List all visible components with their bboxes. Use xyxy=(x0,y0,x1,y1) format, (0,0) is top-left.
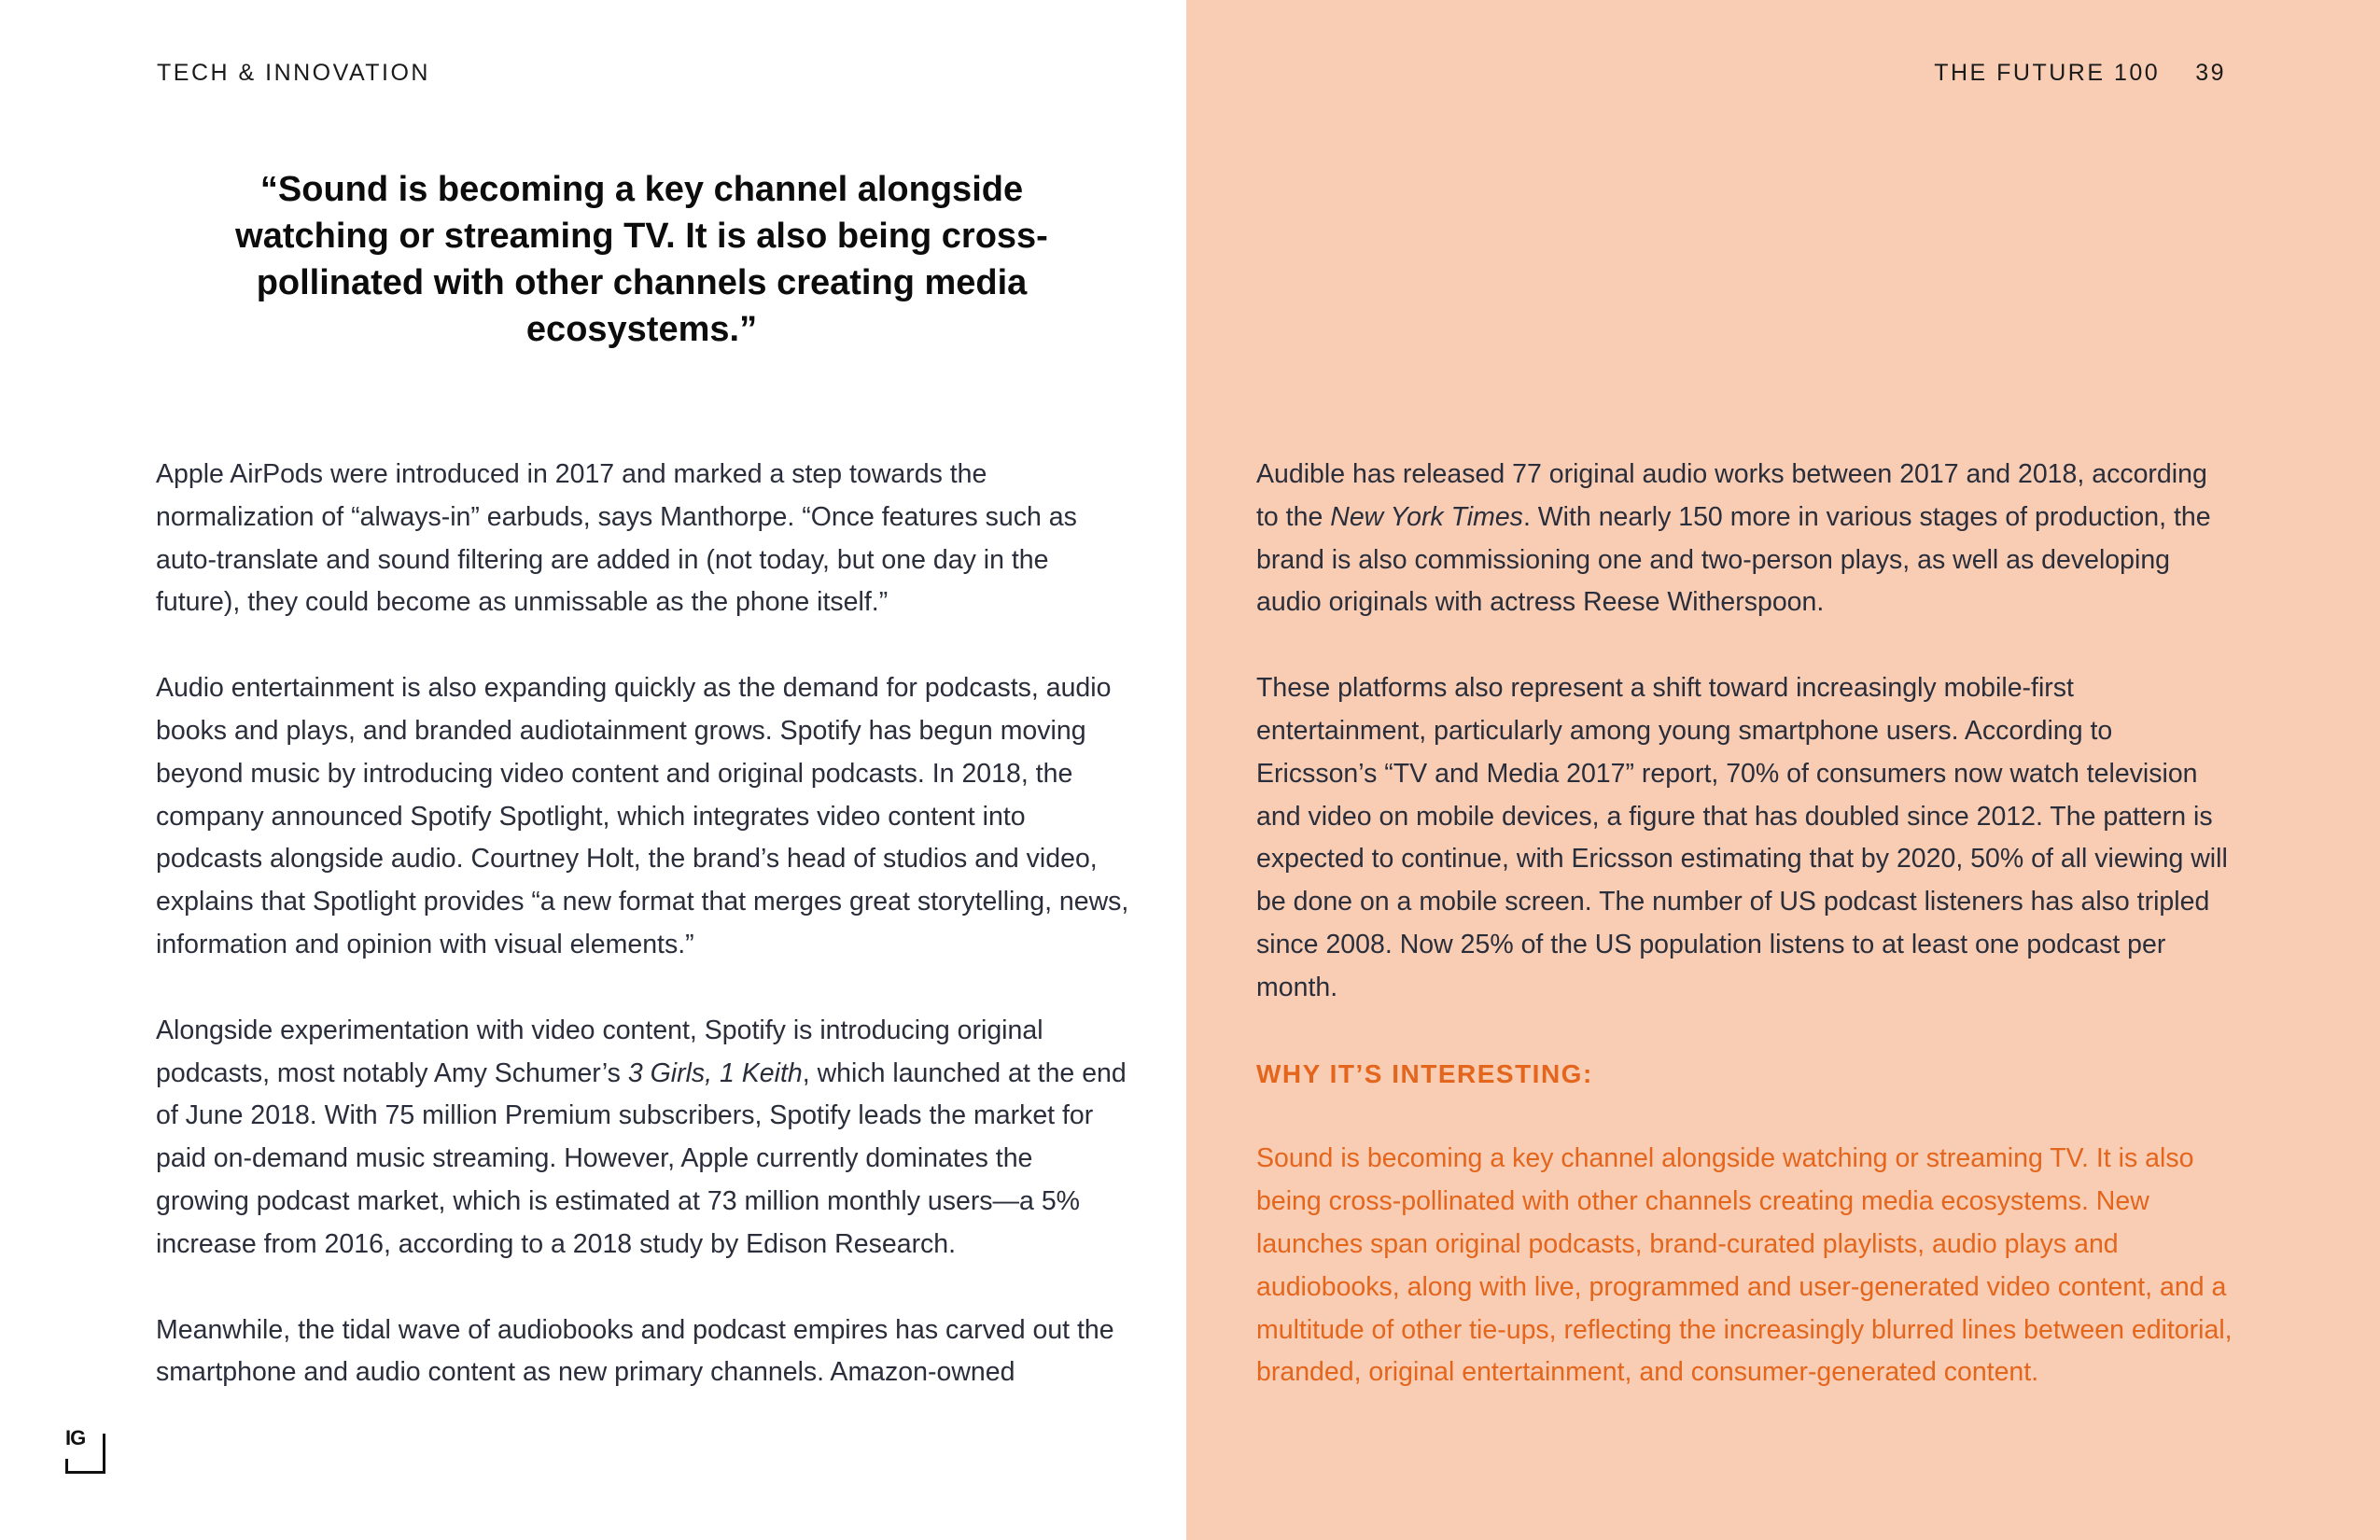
source-title: New York Times xyxy=(1330,501,1523,532)
paragraph-spotify-podcasts xyxy=(156,1010,1131,1267)
paragraph-text: , which launched at the end of June 2018. With 75 million Premium subscribers, Spotify leads the market for paid on-demand music streaming. However, Apple currently dominates the growing podcast market, which is estimated at 73 million monthly users—a 5% increase from 2016, according to a 2018 study by Edison Research. xyxy=(156,1057,1127,1259)
paragraph-airpods: Apple AirPods were introduced in 2017 and marked a step towards the normalization of “always-in” earbuds, says Manthorpe. “Once features such as auto-translate and sound filtering are added in (not today, but one day in the future), they could become as unmissable as the phone itself.” xyxy=(156,459,1077,618)
pull-quote: “Sound is becoming a key channel alongside watching or streaming TV. It is also being cross-pollinated with other channels creating media ecosystems.” xyxy=(235,170,1048,349)
left-column xyxy=(156,454,1131,1394)
section-label: TECH & INNOVATION xyxy=(157,60,430,86)
paragraph-text: . With nearly 150 more in various stages of production, the brand is also commissioning one and two-person plays, as well as developing audio originals with actress Reese Witherspoon. xyxy=(1256,501,2211,618)
logo-notch xyxy=(65,1459,68,1474)
right-column xyxy=(1256,454,2236,1437)
paragraph-audiobooks: Meanwhile, the tidal wave of audiobooks and podcast empires has carved out the smartphone and audio content as new primary channels. Amazon-owned xyxy=(156,1314,1114,1388)
page-number: 39 xyxy=(2195,60,2226,86)
paragraph-text: Audible has released 77 original audio works between 2017 and 2018, according to the xyxy=(1256,459,2207,532)
publication-title: THE FUTURE 100 xyxy=(1934,60,2161,86)
why-interesting-body: Sound is becoming a key channel alongside watching or streaming TV. It is also being cross-pollinated with other channels creating media ecosystems. New launches span original podcasts, brand-curated playlists, audio plays and audiobooks, along with live, programmed and user-generated video content, and a multitude of other tie-ups, reflecting the increasingly blurred lines between editorial, branded, original entertainment, and consumer-generated content. xyxy=(1256,1143,2233,1388)
page-header-right xyxy=(1934,60,2226,87)
why-interesting-heading: WHY IT’S INTERESTING: xyxy=(1256,1058,1593,1088)
paragraph-audible xyxy=(1256,454,2236,624)
podcast-title: 3 Girls, 1 Keith xyxy=(627,1057,803,1088)
paragraph-spotify-spotlight: Audio entertainment is also expanding quickly as the demand for podcasts, audio books and plays, and branded audiotainment grows. Spotify has begun moving beyond music by introducing video content and original podcasts. In 2018, the company announced Spotify Spotlight, which integrates video content into podcasts alongside audio. Courtney Holt, the brand’s head of studios and video, explains that Spotlight provides “a new format that merges great storytelling, news, information and opinion with visual elements.” xyxy=(156,673,1129,959)
logo-text: IG xyxy=(65,1426,86,1449)
ig-logo-icon xyxy=(65,1426,105,1474)
paragraph-text: Alongside experimentation with video content, Spotify is introducing original podcasts, most notably Amy Schumer’s xyxy=(156,1015,1043,1088)
paragraph-mobile-first: These platforms also represent a shift toward increasingly mobile-first entertainment, particularly among young smartphone users. According to Ericsson’s “TV and Media 2017” report, 70% of consumers now watch television and video on mobile devices, a figure that has doubled since 2012. The pattern is expected to continue, with Ericsson estimating that by 2020, 50% of all viewing will be done on a mobile screen. The number of US podcast listeners has also tripled since 2008. Now 25% of the US population listens to at least one podcast per month. xyxy=(1256,673,2228,1002)
